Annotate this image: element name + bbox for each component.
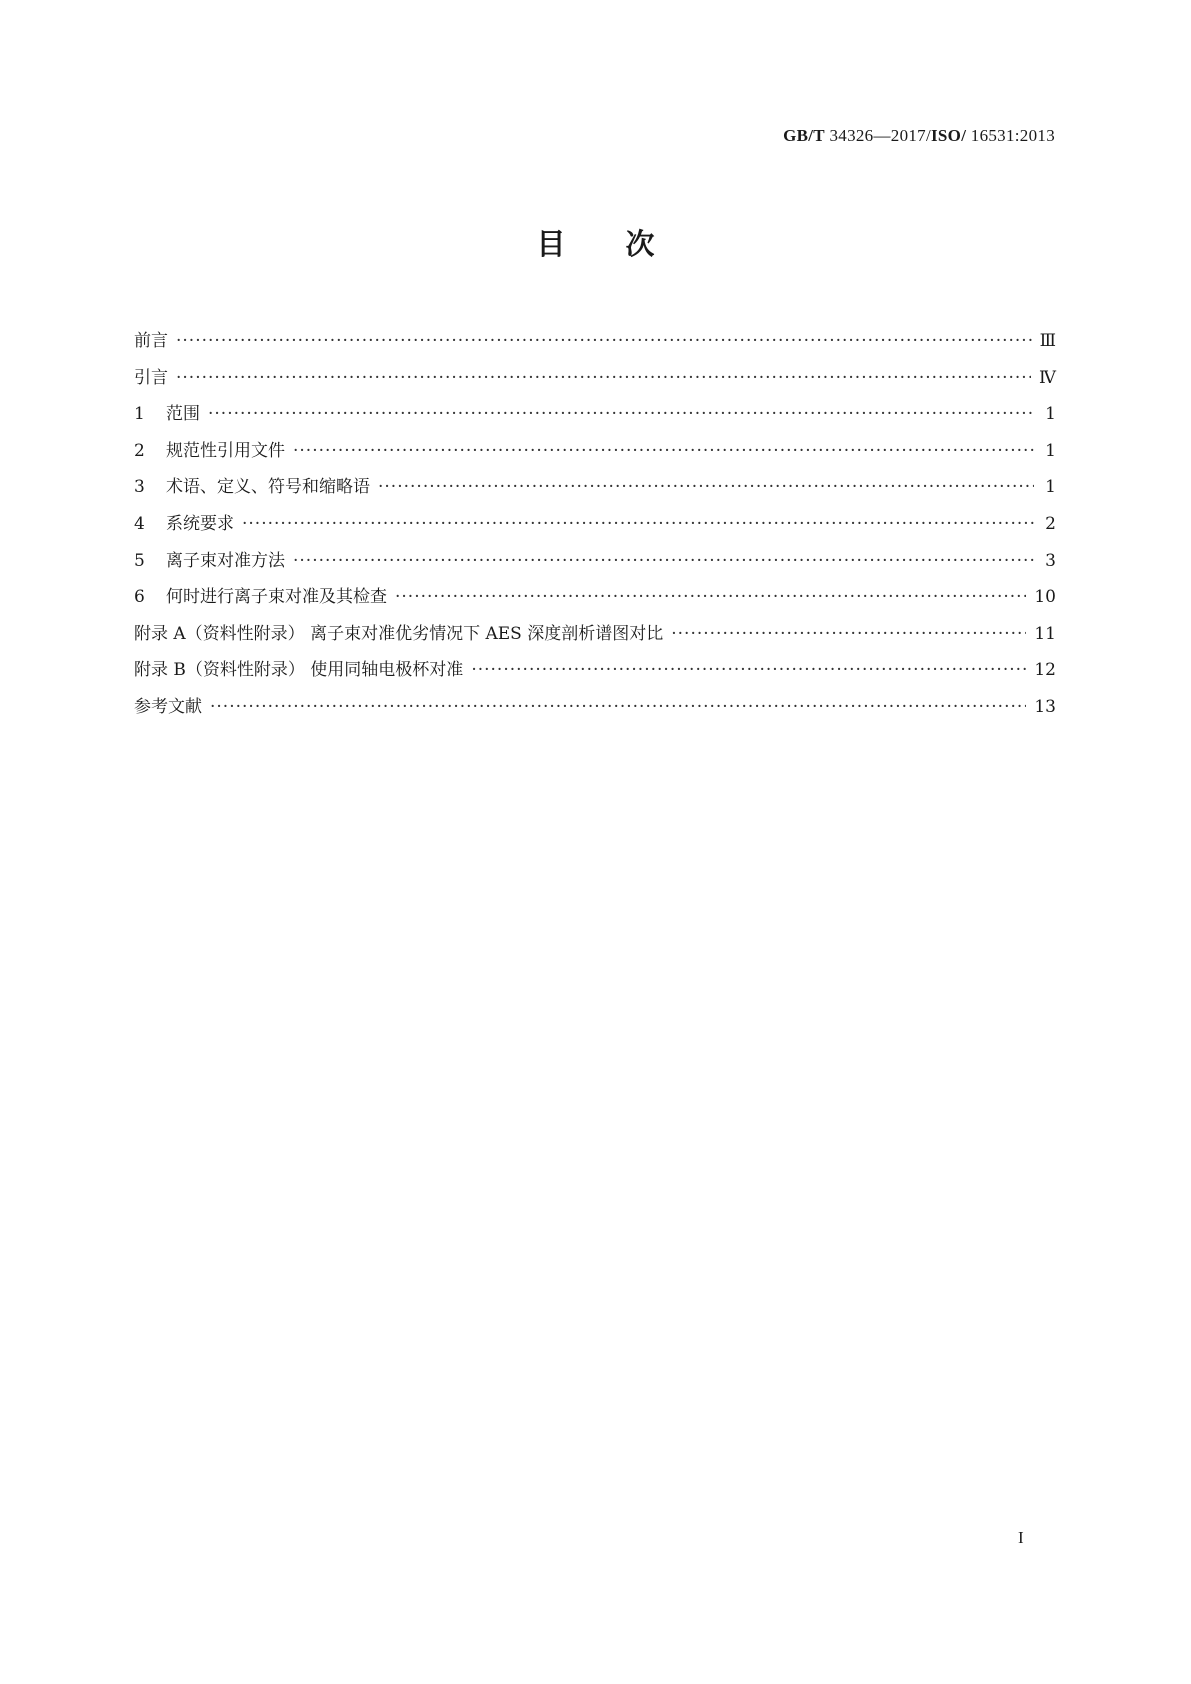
code-iso-number: 16531:2013 — [966, 126, 1055, 145]
toc-entry-page: 2 — [1045, 513, 1056, 534]
toc-dot-leader — [395, 587, 1026, 607]
toc-entry[interactable] — [134, 326, 1056, 363]
toc-entry[interactable] — [134, 436, 1056, 473]
toc-dot-leader — [471, 660, 1026, 680]
toc-entry-label: 引言 — [134, 367, 168, 388]
toc-entry-page: 11 — [1034, 623, 1056, 644]
code-prefix: GB/T — [783, 126, 825, 145]
toc-entry-page: 10 — [1034, 587, 1056, 608]
toc-list — [134, 326, 1056, 729]
toc-dot-leader — [671, 624, 1026, 644]
toc-dot-leader — [210, 697, 1026, 717]
page-number: I — [1018, 1528, 1024, 1547]
toc-entry[interactable] — [134, 692, 1056, 729]
toc-dot-leader — [176, 368, 1031, 388]
toc-entry-number: 2 — [134, 440, 145, 461]
toc-entry-page: 3 — [1045, 550, 1056, 571]
toc-entry-label: 前言 — [134, 331, 168, 351]
toc-entry-label: 离子束对准方法 — [166, 550, 285, 571]
toc-entry-page: 12 — [1034, 660, 1056, 681]
toc-entry[interactable] — [134, 655, 1056, 692]
toc-entry-page: 1 — [1045, 440, 1056, 461]
toc-entry[interactable] — [134, 472, 1056, 509]
toc-entry-number: 6 — [134, 587, 145, 608]
toc-entry[interactable] — [134, 363, 1056, 400]
toc-entry-label: 何时进行离子束对准及其检查 — [166, 587, 387, 608]
toc-dot-leader — [208, 404, 1034, 424]
toc-entry-number: 4 — [134, 513, 145, 534]
toc-entry-page: Ⅲ — [1039, 331, 1056, 351]
toc-entry-label: 术语、定义、符号和缩略语 — [166, 477, 370, 498]
toc-entry-label: 附录 A（资料性附录） 离子束对准优劣情况下 AES 深度剖析谱图对比 — [134, 623, 664, 644]
toc-entry-page: 13 — [1034, 696, 1056, 717]
toc-entry[interactable] — [134, 399, 1056, 436]
toc-entry-page: 1 — [1045, 477, 1056, 498]
document-code — [783, 126, 1055, 146]
toc-entry-number: 3 — [134, 477, 145, 498]
toc-entry[interactable] — [134, 582, 1056, 619]
toc-entry-label: 系统要求 — [166, 513, 234, 534]
toc-entry-label: 参考文献 — [134, 696, 202, 717]
toc-entry-page: Ⅳ — [1039, 367, 1056, 388]
code-iso: ISO/ — [931, 126, 967, 145]
toc-entry[interactable] — [134, 619, 1056, 656]
toc-dot-leader — [176, 331, 1032, 351]
toc-dot-leader — [242, 514, 1034, 534]
toc-entry[interactable] — [134, 509, 1056, 546]
toc-dot-leader — [293, 441, 1034, 461]
toc-entry-label: 范围 — [166, 404, 200, 425]
toc-dot-leader — [293, 551, 1034, 571]
toc-entry-label: 规范性引用文件 — [166, 440, 285, 461]
page-title: 目次 — [536, 227, 715, 261]
toc-entry[interactable] — [134, 546, 1056, 583]
toc-entry-number: 1 — [134, 404, 145, 425]
toc-entry-page: 1 — [1045, 404, 1056, 425]
code-number: 34326—2017/ — [824, 126, 931, 145]
toc-entry-label: 附录 B（资料性附录） 使用同轴电极杯对准 — [134, 660, 464, 681]
toc-entry-number: 5 — [134, 550, 145, 571]
toc-dot-leader — [378, 477, 1034, 497]
